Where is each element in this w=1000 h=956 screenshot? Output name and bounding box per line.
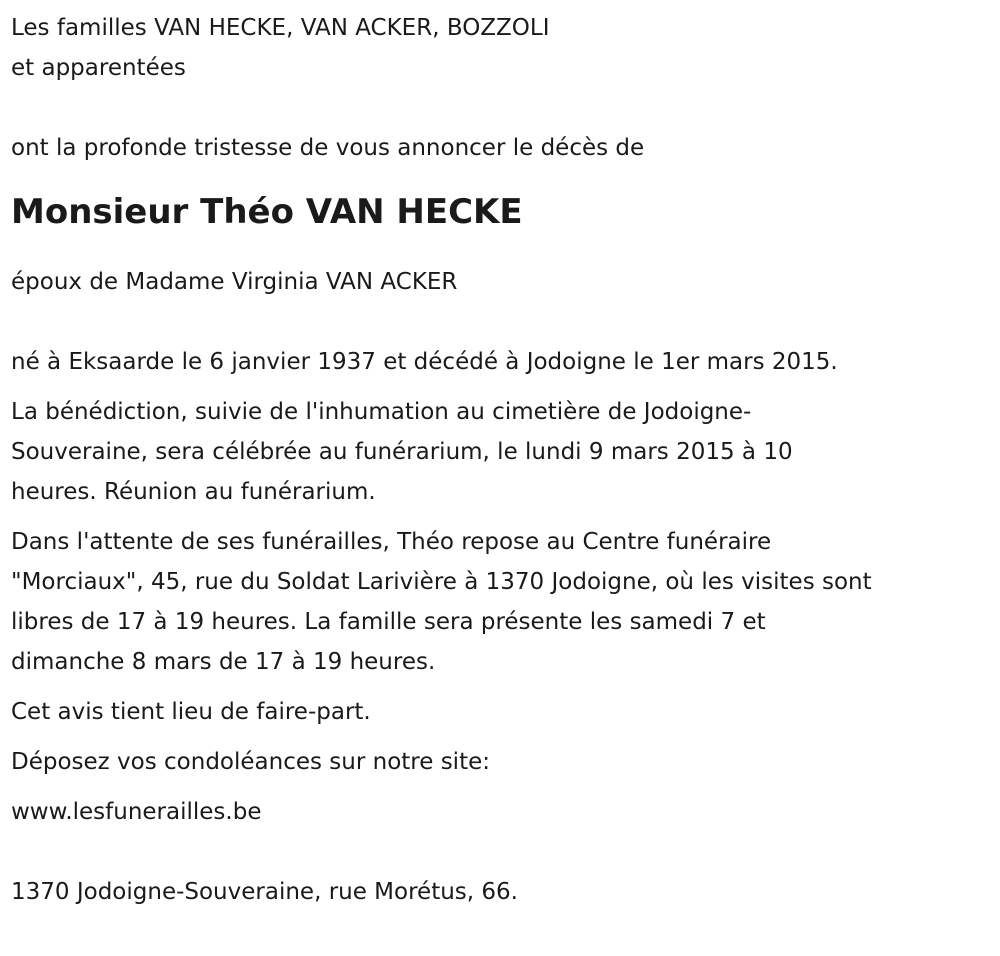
families-line-1: Les familles VAN HECKE, VAN ACKER, BOZZOLI [11,15,550,41]
ceremony-line: heures. Réunion au funérarium. [11,479,376,505]
spacer [11,732,991,742]
spacer [11,512,991,522]
faire-part-text: Cet avis tient lieu de faire-part. [11,699,371,725]
spacer [11,302,991,342]
visitation-line: dimanche 8 mars de 17 à 19 heures. [11,649,436,675]
deceased-name: Monsieur Théo VAN HECKE [11,192,523,232]
families-line-2: et apparentées [11,55,186,81]
spacer [11,782,991,792]
spouse-text: époux de Madame Virginia VAN ACKER [11,269,458,295]
visitation-paragraph [11,522,991,682]
spacer [11,832,991,872]
spacer [11,382,991,392]
ceremony-line: La bénédiction, suivie de l'inhumation au cimetière de Jodoigne- [11,399,752,425]
visitation-line: Dans l'attente de ses funérailles, Théo repose au Centre funéraire [11,529,772,555]
spacer [11,88,991,128]
address-text: 1370 Jodoigne-Souveraine, rue Morétus, 66. [11,879,518,905]
website-link[interactable]: www.lesfunerailles.be [11,799,262,825]
ceremony-paragraph [11,392,991,512]
visitation-line: libres de 17 à 19 heures. La famille sera présente les samedi 7 et [11,609,766,635]
death-notice [11,8,991,912]
condolences-text: Déposez vos condoléances sur notre site: [11,749,490,775]
birth-death-text: né à Eksaarde le 6 janvier 1937 et décédé à Jodoigne le 1er mars 2015. [11,349,838,375]
ceremony-line: Souveraine, sera célébrée au funérarium, le lundi 9 mars 2015 à 10 [11,439,793,465]
spacer [11,682,991,692]
announcement-text: ont la profonde tristesse de vous annoncer le décès de [11,135,645,161]
visitation-line: "Morciaux", 45, rue du Soldat Larivière à 1370 Jodoigne, où les visites sont [11,569,872,595]
